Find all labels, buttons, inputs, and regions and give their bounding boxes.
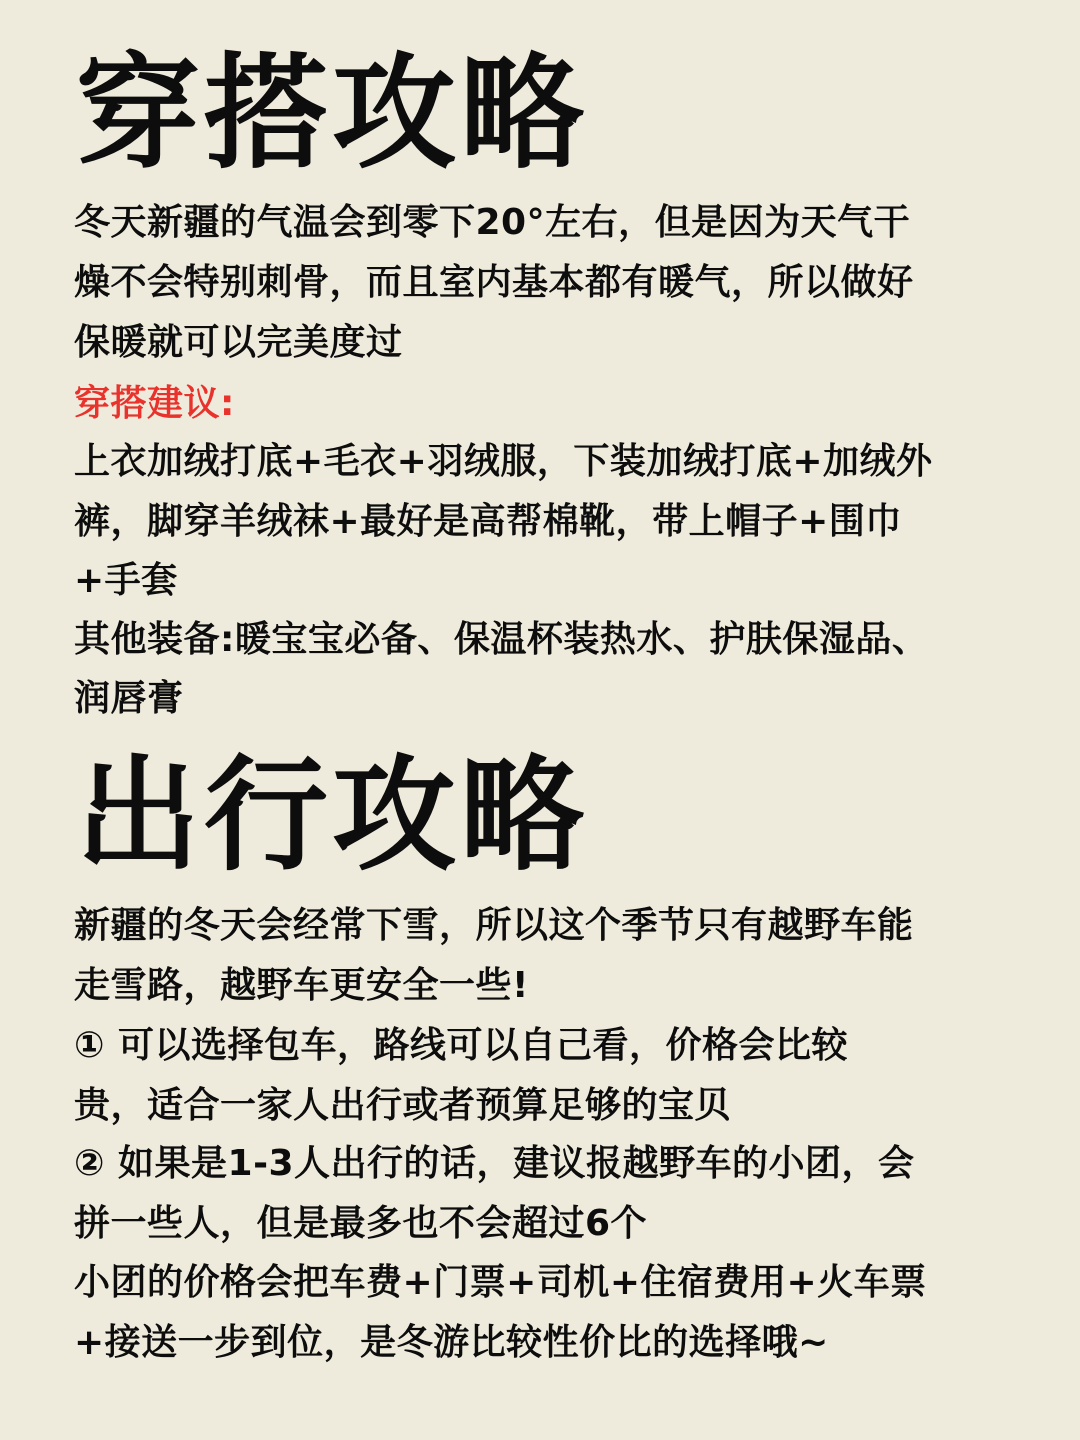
outfit-intro-line-2: 燥不会特别刺骨，而且室内基本都有暖气，所以做好 — [74, 262, 914, 303]
travel-option2-line-1: ② 如果是1-3人出行的话，建议报越野车的小团，会 — [74, 1143, 915, 1184]
outfit-intro-line-1: 冬天新疆的气温会到零下20°左右，但是因为天气干 — [74, 202, 911, 243]
travel-intro-line-2: 走雪路，越野车更安全一些! — [74, 965, 529, 1006]
outfit-other-line-2: 润唇膏 — [74, 678, 184, 719]
travel-option1-line-2: 贵，适合一家人出行或者预算足够的宝贝 — [74, 1085, 732, 1126]
outfit-advice-line-2: 裤，脚穿羊绒袜+最好是高帮棉靴，带上帽子+围巾 — [74, 501, 902, 542]
outfit-advice-label: 穿搭建议: — [74, 383, 235, 424]
outfit-intro-line-3: 保暖就可以完美度过 — [74, 322, 403, 363]
travel-group-price-line-2: +接送一步到位，是冬游比较性价比的选择哦~ — [74, 1322, 829, 1363]
travel-group-price-line-1: 小团的价格会把车费+门票+司机+住宿费用+火车票 — [74, 1262, 927, 1303]
travel-title: 出行攻略 — [76, 744, 589, 888]
outfit-advice-line-3: +手套 — [74, 560, 178, 601]
outfit-other-line-1: 其他装备:暖宝宝必备、保温杯装热水、护肤保湿品、 — [74, 619, 929, 660]
travel-option1-line-1: ① 可以选择包车，路线可以自己看，价格会比较 — [74, 1025, 849, 1066]
outfit-title: 穿搭攻略 — [76, 42, 589, 186]
travel-intro-line-1: 新疆的冬天会经常下雪，所以这个季节只有越野车能 — [74, 905, 914, 946]
outfit-advice-line-1: 上衣加绒打底+毛衣+羽绒服，下装加绒打底+加绒外 — [74, 441, 933, 482]
travel-option2-line-2: 拼一些人，但是最多也不会超过6个 — [74, 1203, 648, 1244]
